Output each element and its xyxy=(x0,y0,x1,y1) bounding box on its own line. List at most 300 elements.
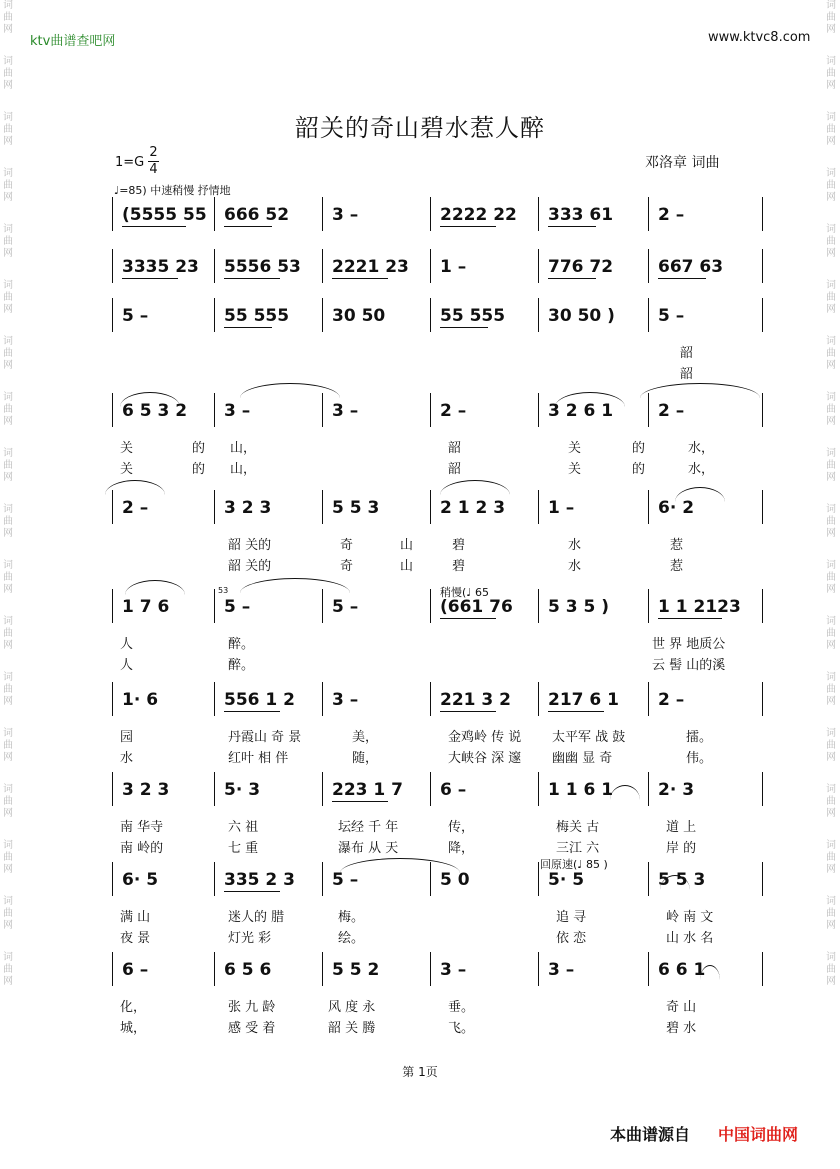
lyric-word: 擂。 xyxy=(686,730,713,745)
barline xyxy=(648,772,649,806)
watermark-left xyxy=(3,0,17,1169)
measure-notes: 2222 22 xyxy=(440,205,517,225)
barline xyxy=(762,298,763,332)
measure-notes: 55 555 xyxy=(224,306,290,326)
measure-notes: 6 – xyxy=(122,960,149,980)
barline xyxy=(430,490,431,524)
lyric-word: 传， xyxy=(448,820,475,835)
beam-line xyxy=(122,278,178,279)
measure-notes: 2 1 2 3 xyxy=(440,498,506,518)
time-top: 2 xyxy=(149,145,158,160)
beam-line xyxy=(224,711,280,712)
lyric-word: 坛经 千 年 xyxy=(338,820,399,835)
measure-notes: 5 – xyxy=(658,306,685,326)
barline xyxy=(430,249,431,283)
barline xyxy=(430,682,431,716)
lyric-word: 岸 的 xyxy=(666,841,697,856)
barline xyxy=(648,197,649,231)
watermark-text: 词 曲 网 xyxy=(826,952,836,987)
beam-line xyxy=(332,801,388,802)
measure-notes: 5556 53 xyxy=(224,257,301,277)
slur-tie xyxy=(555,392,625,407)
barline xyxy=(214,772,215,806)
watermark-text: 词 曲 网 xyxy=(826,56,836,91)
slur-tie xyxy=(125,580,185,595)
score-system xyxy=(112,257,762,287)
time-signature xyxy=(148,145,159,178)
barline xyxy=(538,197,539,231)
slow-tempo-mark: 稍慢(♩ 65 xyxy=(440,586,489,599)
lyric-word: 水 xyxy=(568,559,582,574)
barline xyxy=(322,952,323,986)
slur-tie xyxy=(440,480,510,495)
lyric-word: 夜 景 xyxy=(120,931,151,946)
barline xyxy=(322,862,323,896)
beam-line xyxy=(548,278,596,279)
lyric-word: 山， xyxy=(230,441,257,456)
watermark-text: 词 曲 网 xyxy=(3,448,13,483)
watermark-text: 词 曲 网 xyxy=(3,168,13,203)
lyric-word: 韶 xyxy=(680,367,694,382)
measure-notes: 3 2 3 xyxy=(224,498,272,518)
barline xyxy=(112,393,113,427)
measure-notes: 221 3 2 xyxy=(440,690,511,710)
watermark-text: 词 曲 网 xyxy=(3,840,13,875)
lyric-word: 关 xyxy=(568,441,582,456)
measure-notes: 2 – xyxy=(658,205,685,225)
watermark-text: 词 曲 网 xyxy=(826,392,836,427)
barline xyxy=(762,682,763,716)
lyric-word: 韶 关 腾 xyxy=(328,1021,376,1036)
measure-notes: 3 – xyxy=(548,960,575,980)
barline xyxy=(214,682,215,716)
barline xyxy=(648,298,649,332)
lyric-word: 追 寻 xyxy=(556,910,587,925)
barline xyxy=(430,952,431,986)
measure-notes: 2 – xyxy=(658,690,685,710)
measure-notes: 2 – xyxy=(658,401,685,421)
beam-line xyxy=(440,618,496,619)
measure-notes: 5 – xyxy=(332,597,359,617)
lyric-word: 风 度 永 xyxy=(328,1000,376,1015)
watermark-text: 词 曲 网 xyxy=(3,560,13,595)
site-name-left[interactable]: ktv曲谱查吧网 xyxy=(30,34,116,49)
lyric-word: 飞。 xyxy=(448,1021,475,1036)
barline xyxy=(648,249,649,283)
watermark-text: 词 曲 网 xyxy=(3,56,13,91)
barline xyxy=(112,952,113,986)
lyric-word: 世 界 地质公 xyxy=(652,637,726,652)
score-system xyxy=(112,401,762,431)
measure-notes: 1 – xyxy=(440,257,467,277)
barline xyxy=(430,298,431,332)
barline xyxy=(112,862,113,896)
lyric-word: 惹 xyxy=(670,538,684,553)
barline xyxy=(430,197,431,231)
barline xyxy=(648,862,649,896)
measure-notes: 5 – xyxy=(224,597,251,617)
lyric-word: 人 xyxy=(120,658,134,673)
lyric-word: 七 重 xyxy=(228,841,259,856)
measure-notes: (5555 55 xyxy=(122,205,207,225)
beam-line xyxy=(224,278,280,279)
lyric-word: 红叶 相 伴 xyxy=(228,751,289,766)
barline xyxy=(430,589,431,623)
measure-notes: 3 – xyxy=(332,690,359,710)
barline xyxy=(538,589,539,623)
lyrics-line xyxy=(112,363,762,381)
watermark-text: 词 曲 网 xyxy=(3,952,13,987)
lyric-word: 梅关 古 xyxy=(556,820,600,835)
lyric-word: 关 xyxy=(120,441,134,456)
lyrics-line xyxy=(112,837,762,855)
lyric-word: 韶 xyxy=(448,462,462,477)
lyric-word: 美， xyxy=(352,730,379,745)
beam-line xyxy=(122,226,186,227)
barline xyxy=(762,772,763,806)
lyrics-line xyxy=(112,555,762,573)
barline xyxy=(538,249,539,283)
tempo-marking: ♩=85) 中速稍慢 抒情地 xyxy=(114,184,231,197)
lyric-word: 幽幽 显 奇 xyxy=(552,751,613,766)
score-system xyxy=(112,960,762,990)
lyric-word: 梅。 xyxy=(338,910,365,925)
lyric-word: 金鸡岭 传 说 xyxy=(448,730,522,745)
key-signature: 1=G xyxy=(115,155,145,170)
lyric-word: 醉。 xyxy=(228,637,255,652)
watermark-text: 词 曲 网 xyxy=(826,896,836,931)
lyrics-line xyxy=(112,342,762,360)
watermark-text: 词 曲 网 xyxy=(826,504,836,539)
barline xyxy=(214,862,215,896)
lyrics-line xyxy=(112,1017,762,1035)
lyrics-line xyxy=(112,534,762,552)
lyric-word: 碧 xyxy=(452,538,466,553)
measure-notes: 1· 6 xyxy=(122,690,159,710)
lyric-word: 碧 水 xyxy=(666,1021,697,1036)
lyric-word: 关 xyxy=(568,462,582,477)
lyric-word: 张 九 龄 xyxy=(228,1000,276,1015)
lyric-word: 南 岭的 xyxy=(120,841,164,856)
lyrics-line xyxy=(112,654,762,672)
author: 邓洛章 词曲 xyxy=(645,155,720,171)
watermark-text: 词 曲 网 xyxy=(826,224,836,259)
lyrics-line xyxy=(112,906,762,924)
barline xyxy=(112,682,113,716)
watermark-text: 词 曲 网 xyxy=(826,448,836,483)
score-system xyxy=(112,205,762,235)
measure-notes: 2· 3 xyxy=(658,780,695,800)
watermark-text: 词 曲 网 xyxy=(826,728,836,763)
lyric-word: 碧 xyxy=(452,559,466,574)
watermark-text: 词 曲 网 xyxy=(3,616,13,651)
measure-notes: 333 61 xyxy=(548,205,614,225)
measure-notes: 2 – xyxy=(122,498,149,518)
watermark-text: 词 曲 网 xyxy=(826,672,836,707)
watermark-text: 词 曲 网 xyxy=(826,616,836,651)
barline xyxy=(538,490,539,524)
lyric-word: 灯光 彩 xyxy=(228,931,272,946)
barline xyxy=(538,952,539,986)
watermark-text: 词 曲 网 xyxy=(826,0,836,35)
barline xyxy=(762,589,763,623)
barline xyxy=(648,952,649,986)
measure-notes: 3 – xyxy=(224,401,251,421)
measure-notes: 5 5 3 xyxy=(332,498,380,518)
lyric-word: 垂。 xyxy=(448,1000,475,1015)
source-site-link[interactable]: 中国词曲网 xyxy=(718,1125,799,1144)
measure-notes: 5 5 2 xyxy=(332,960,380,980)
lyric-word: 水 xyxy=(568,538,582,553)
measure-notes: 223 1 7 xyxy=(332,780,403,800)
beam-line xyxy=(548,711,604,712)
barline xyxy=(648,490,649,524)
watermark-text: 词 曲 网 xyxy=(3,224,13,259)
barline xyxy=(214,298,215,332)
lyric-word: 云 髻 山的溪 xyxy=(652,658,726,673)
beam-line xyxy=(224,226,272,227)
measure-notes: 3 2 3 xyxy=(122,780,170,800)
watermark-text: 词 曲 网 xyxy=(826,840,836,875)
beam-line xyxy=(440,327,488,328)
barline xyxy=(112,589,113,623)
lyrics-line xyxy=(112,458,762,476)
barline xyxy=(112,298,113,332)
lyric-word: 山， xyxy=(230,462,257,477)
lyric-word: 伟。 xyxy=(686,751,713,766)
barline xyxy=(322,393,323,427)
slur-tie xyxy=(340,858,460,873)
lyric-word: 降， xyxy=(448,841,475,856)
slur-tie xyxy=(640,383,760,398)
measure-notes: 2221 23 xyxy=(332,257,409,277)
lyric-word: 水， xyxy=(688,441,715,456)
page-number: 第 1页 xyxy=(402,1065,438,1079)
score-system xyxy=(112,690,762,720)
measure-notes: 30 50 xyxy=(332,306,386,326)
beam-line xyxy=(224,891,280,892)
barline xyxy=(112,249,113,283)
barline xyxy=(538,298,539,332)
measure-notes: 3 – xyxy=(332,205,359,225)
lyric-word: 韶 关的 xyxy=(228,559,272,574)
beam-line xyxy=(658,278,706,279)
barline xyxy=(322,249,323,283)
score-system xyxy=(112,780,762,810)
measure-notes: 3 2 6 1 xyxy=(548,401,614,421)
measure-notes: 6· 5 xyxy=(122,870,159,890)
lyric-word: 韶 xyxy=(680,346,694,361)
barline xyxy=(112,197,113,231)
beam-line xyxy=(440,711,496,712)
barline xyxy=(538,772,539,806)
lyric-word: 太平军 战 鼓 xyxy=(552,730,626,745)
measure-notes: 3 – xyxy=(440,960,467,980)
lyrics-line xyxy=(112,726,762,744)
lyric-word: 大峡谷 深 邃 xyxy=(448,751,522,766)
site-url-right[interactable]: www.ktvc8.com xyxy=(708,30,811,45)
lyric-word: 水 xyxy=(120,751,134,766)
barline xyxy=(112,772,113,806)
barline xyxy=(214,393,215,427)
measure-notes: 30 50 ) xyxy=(548,306,615,326)
lyric-word: 城， xyxy=(120,1021,147,1036)
measure-notes: 666 52 xyxy=(224,205,290,225)
measure-notes: 335 2 3 xyxy=(224,870,295,890)
lyric-word: 奇 xyxy=(340,559,354,574)
beam-line xyxy=(224,327,272,328)
watermark-text: 词 曲 网 xyxy=(3,392,13,427)
measure-notes: 5 3 5 ) xyxy=(548,597,610,617)
grace-note: 53 xyxy=(218,586,229,595)
lyric-word: 惹 xyxy=(670,559,684,574)
lyric-word: 的 xyxy=(632,441,646,456)
slur-tie xyxy=(675,487,725,502)
barline xyxy=(538,862,539,896)
lyric-word: 南 华寺 xyxy=(120,820,164,835)
watermark-text: 词 曲 网 xyxy=(826,560,836,595)
lyric-word: 的 xyxy=(192,441,206,456)
measure-notes: 55 555 xyxy=(440,306,506,326)
lyric-word: 三江 六 xyxy=(556,841,600,856)
measure-notes: 5· 5 xyxy=(548,870,585,890)
score-system xyxy=(112,306,762,336)
barline xyxy=(322,197,323,231)
measure-notes: 5 5 3 xyxy=(658,870,706,890)
lyric-word: 醉。 xyxy=(228,658,255,673)
lyric-word: 奇 山 xyxy=(666,1000,697,1015)
lyric-word: 化， xyxy=(120,1000,147,1015)
measure-notes: 556 1 2 xyxy=(224,690,295,710)
score-title: 韶关的奇山碧水惹人醉 xyxy=(295,114,545,142)
watermark-text: 词 曲 网 xyxy=(3,280,13,315)
measure-notes: 1 – xyxy=(548,498,575,518)
lyric-word: 依 恋 xyxy=(556,931,587,946)
barline xyxy=(430,393,431,427)
lyric-word: 六 祖 xyxy=(228,820,259,835)
measure-notes: 6· 2 xyxy=(658,498,695,518)
measure-notes: (661 76 xyxy=(440,597,513,617)
lyric-word: 山 水 名 xyxy=(666,931,714,946)
lyric-word: 水， xyxy=(688,462,715,477)
barline xyxy=(762,862,763,896)
barline xyxy=(762,197,763,231)
watermark-text: 词 曲 网 xyxy=(826,280,836,315)
watermark-text: 词 曲 网 xyxy=(3,672,13,707)
watermark-right xyxy=(826,0,840,1169)
watermark-text: 词 曲 网 xyxy=(3,896,13,931)
measure-notes: 1 1 2123 xyxy=(658,597,741,617)
watermark-text: 词 曲 网 xyxy=(826,336,836,371)
lyrics-line xyxy=(112,633,762,651)
lyrics-line xyxy=(112,996,762,1014)
barline xyxy=(214,490,215,524)
barline xyxy=(322,682,323,716)
score-system xyxy=(112,597,762,627)
lyric-word: 道 上 xyxy=(666,820,697,835)
barline xyxy=(214,952,215,986)
watermark-text: 词 曲 网 xyxy=(826,112,836,147)
lyric-word: 奇 xyxy=(340,538,354,553)
slur-tie xyxy=(240,383,340,398)
barline xyxy=(648,682,649,716)
barline xyxy=(762,952,763,986)
measure-notes: 3 – xyxy=(332,401,359,421)
measure-notes: 1 7 6 xyxy=(122,597,170,617)
measure-notes: 3335 23 xyxy=(122,257,199,277)
measure-notes: 6 6 1 xyxy=(658,960,706,980)
lyrics-line xyxy=(112,816,762,834)
measure-notes: 6 5 3 2 xyxy=(122,401,188,421)
watermark-text: 词 曲 网 xyxy=(826,168,836,203)
lyric-word: 随， xyxy=(352,751,379,766)
lyric-word: 绘。 xyxy=(338,931,365,946)
measure-notes: 5 0 xyxy=(440,870,470,890)
watermark-text: 词 曲 网 xyxy=(3,0,13,35)
lyrics-line xyxy=(112,927,762,945)
lyrics-line xyxy=(112,747,762,765)
measure-notes: 5 – xyxy=(332,870,359,890)
measure-notes: 6 – xyxy=(440,780,467,800)
barline xyxy=(538,682,539,716)
measure-notes: 6 5 6 xyxy=(224,960,272,980)
barline xyxy=(112,490,113,524)
slur-tie xyxy=(240,578,350,593)
barline xyxy=(648,393,649,427)
lyric-word: 园 xyxy=(120,730,134,745)
barline xyxy=(648,589,649,623)
lyric-word: 满 山 xyxy=(120,910,151,925)
measure-notes: 776 72 xyxy=(548,257,614,277)
barline xyxy=(538,393,539,427)
lyric-word: 韶 xyxy=(448,441,462,456)
beam-line xyxy=(440,226,496,227)
barline xyxy=(322,298,323,332)
barline xyxy=(762,393,763,427)
watermark-text: 词 曲 网 xyxy=(3,784,13,819)
slur-tie xyxy=(120,392,180,407)
lyric-word: 岭 南 文 xyxy=(666,910,714,925)
lyric-word: 韶 关的 xyxy=(228,538,272,553)
lyric-word: 的 xyxy=(192,462,206,477)
score-system xyxy=(112,498,762,528)
barline xyxy=(322,589,323,623)
barline xyxy=(322,772,323,806)
watermark-text: 词 曲 网 xyxy=(3,504,13,539)
lyric-word: 丹霞山 奇 景 xyxy=(228,730,302,745)
measure-notes: 667 63 xyxy=(658,257,724,277)
watermark-text: 词 曲 网 xyxy=(3,728,13,763)
measure-notes: 5· 3 xyxy=(224,780,261,800)
barline xyxy=(430,772,431,806)
original-tempo-mark: 回原速(♩ 85 ) xyxy=(540,858,608,871)
barline xyxy=(214,589,215,623)
lyric-word: 人 xyxy=(120,637,134,652)
time-bottom: 4 xyxy=(149,162,158,177)
barline xyxy=(322,490,323,524)
lyric-word: 山 xyxy=(400,559,414,574)
lyrics-line xyxy=(112,437,762,455)
measure-notes: 1 1 6 1 xyxy=(548,780,614,800)
watermark-text: 词 曲 网 xyxy=(3,112,13,147)
beam-line xyxy=(332,278,388,279)
barline xyxy=(762,490,763,524)
lyric-word: 关 xyxy=(120,462,134,477)
slur-tie xyxy=(105,480,165,495)
measure-notes: 5 – xyxy=(122,306,149,326)
lyric-word: 迷人的 腊 xyxy=(228,910,285,925)
watermark-text: 词 曲 网 xyxy=(3,336,13,371)
